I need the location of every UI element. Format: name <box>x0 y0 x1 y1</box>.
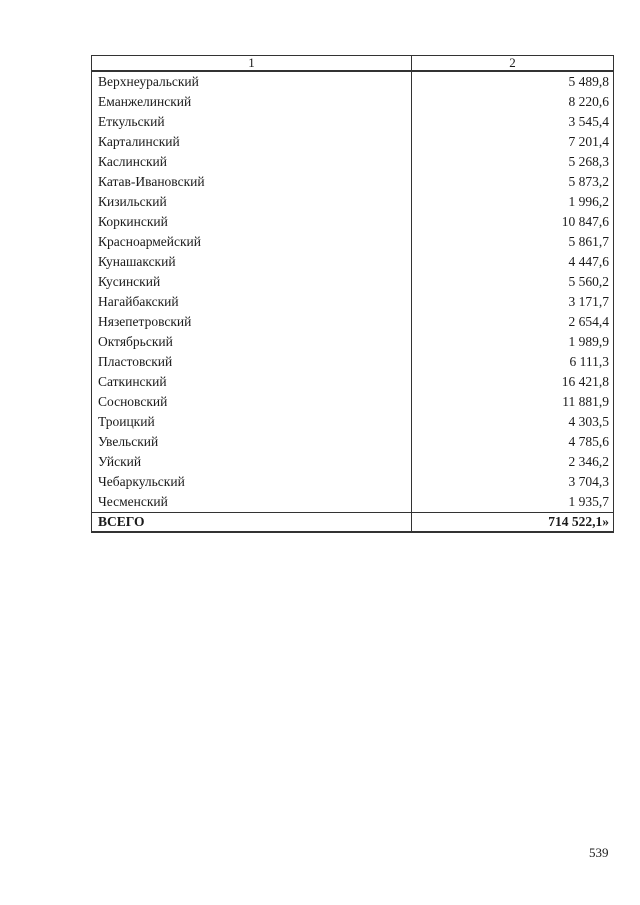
total-value: 714 522,1» <box>412 513 614 533</box>
column-header-1: 1 <box>92 56 412 72</box>
table-row <box>92 252 614 272</box>
district-name: Сосновский <box>92 392 412 412</box>
data-table <box>91 55 614 533</box>
district-name: Коркинский <box>92 212 412 232</box>
district-value: 5 268,3 <box>412 152 614 172</box>
district-value: 1 996,2 <box>412 192 614 212</box>
district-name: Кусинский <box>92 272 412 292</box>
table-row <box>92 372 614 392</box>
district-value: 3 545,4 <box>412 112 614 132</box>
total-label: ВСЕГО <box>92 513 412 533</box>
table-row <box>92 452 614 472</box>
district-name: Еткульский <box>92 112 412 132</box>
district-value: 4 303,5 <box>412 412 614 432</box>
district-value: 11 881,9 <box>412 392 614 412</box>
district-value: 5 873,2 <box>412 172 614 192</box>
table-row <box>92 432 614 452</box>
district-value: 6 111,3 <box>412 352 614 372</box>
table-row <box>92 92 614 112</box>
table-row <box>92 192 614 212</box>
district-value: 4 785,6 <box>412 432 614 452</box>
district-value: 1 935,7 <box>412 492 614 513</box>
district-value: 5 861,7 <box>412 232 614 252</box>
table-row <box>92 392 614 412</box>
table-body <box>92 71 614 513</box>
district-name: Уйский <box>92 452 412 472</box>
district-name: Октябрьский <box>92 332 412 352</box>
total-row <box>92 513 614 533</box>
district-value: 16 421,8 <box>412 372 614 392</box>
district-value: 8 220,6 <box>412 92 614 112</box>
district-name: Пластовский <box>92 352 412 372</box>
district-name: Верхнеуральский <box>92 71 412 92</box>
header-row <box>92 56 614 72</box>
district-value: 7 201,4 <box>412 132 614 152</box>
district-value: 2 346,2 <box>412 452 614 472</box>
column-header-2: 2 <box>412 56 614 72</box>
district-value: 4 447,6 <box>412 252 614 272</box>
table-row <box>92 71 614 92</box>
table-row <box>92 152 614 172</box>
district-value: 3 171,7 <box>412 292 614 312</box>
district-name: Чебаркульский <box>92 472 412 492</box>
district-name: Карталинский <box>92 132 412 152</box>
district-name: Саткинский <box>92 372 412 392</box>
table-row <box>92 292 614 312</box>
table-row <box>92 412 614 432</box>
district-name: Кунашакский <box>92 252 412 272</box>
district-name: Чесменский <box>92 492 412 513</box>
district-value: 2 654,4 <box>412 312 614 332</box>
district-name: Красноармейский <box>92 232 412 252</box>
district-name: Еманжелинский <box>92 92 412 112</box>
district-name: Троицкий <box>92 412 412 432</box>
district-value: 3 704,3 <box>412 472 614 492</box>
table-row <box>92 472 614 492</box>
table-row <box>92 132 614 152</box>
district-name: Нязепетровский <box>92 312 412 332</box>
table-row <box>92 232 614 252</box>
table-row <box>92 272 614 292</box>
district-name: Катав-Ивановский <box>92 172 412 192</box>
page-number: 539 <box>589 845 609 860</box>
table-row <box>92 112 614 132</box>
table-row <box>92 172 614 192</box>
table-row <box>92 212 614 232</box>
table-row <box>92 492 614 513</box>
district-name: Каслинский <box>92 152 412 172</box>
table-row <box>92 352 614 372</box>
district-name: Нагайбакский <box>92 292 412 312</box>
table-row <box>92 332 614 352</box>
district-value: 5 489,8 <box>412 71 614 92</box>
district-name: Увельский <box>92 432 412 452</box>
district-name: Кизильский <box>92 192 412 212</box>
table-row <box>92 312 614 332</box>
district-value: 10 847,6 <box>412 212 614 232</box>
district-value: 1 989,9 <box>412 332 614 352</box>
district-value: 5 560,2 <box>412 272 614 292</box>
